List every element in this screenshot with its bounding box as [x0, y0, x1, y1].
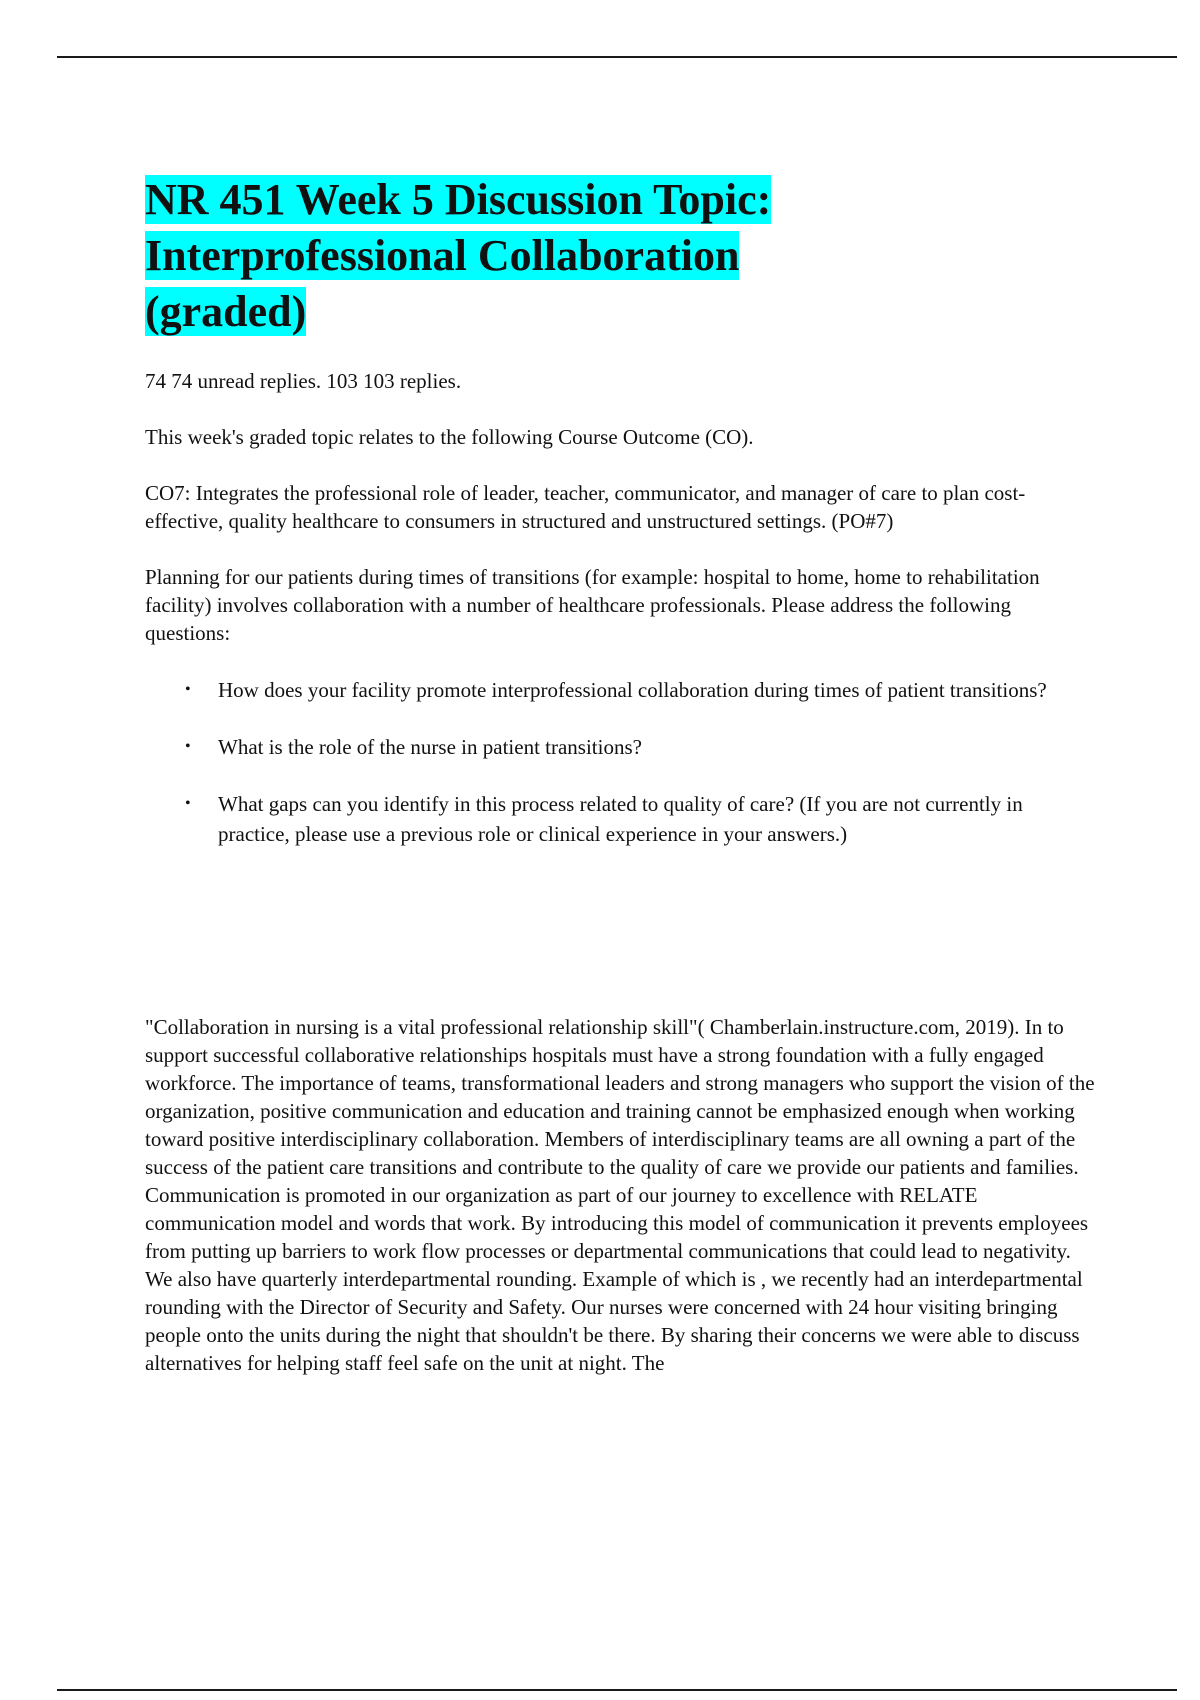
question-text: How does your facility promote interprofessional collaboration during times of patient transitions?	[218, 678, 1047, 702]
bottom-rule	[57, 1689, 1177, 1691]
bullet-icon: •	[185, 795, 191, 812]
list-item	[145, 789, 1095, 849]
intro-paragraph: This week's graded topic relates to the following Course Outcome (CO).	[145, 425, 754, 449]
title-line-3: (graded)	[145, 287, 307, 336]
title-line-1: NR 451 Week 5 Discussion Topic:	[145, 175, 772, 224]
question-text: What is the role of the nurse in patient transitions?	[218, 735, 642, 759]
course-outcome-paragraph: CO7: Integrates the professional role of leader, teacher, communicator, and manager of care to plan cost-effective, quality healthcare to consumers in structured and unstructured settings. (PO#7)	[145, 481, 1026, 533]
bullet-icon: •	[185, 681, 191, 698]
question-text: What gaps can you identify in this process related to quality of care? (If you are not currently in practice, please use a previous role or clinical experience in your answers.)	[218, 792, 1023, 846]
list-item	[145, 675, 1095, 705]
document-body	[145, 172, 1095, 1377]
reply-count: 74 74 unread replies. 103 103 replies.	[145, 369, 462, 393]
title-line-2: Interprofessional Collaboration	[145, 231, 740, 280]
question-list	[145, 675, 1095, 849]
planning-paragraph: Planning for our patients during times of transitions (for example: hospital to home, home to rehabilitation facility) involves collaboration with a number of healthcare professionals. Please address the following questions:	[145, 565, 1040, 645]
page-title	[145, 172, 1095, 340]
top-rule	[57, 56, 1177, 58]
essay-paragraph: "Collaboration in nursing is a vital professional relationship skill"( Chamberlain.instructure.com, 2019). In to support successful collaborative relationships hospitals must have a strong foundation with a fully engaged workforce. The importance of teams, transformational leaders and strong managers who support the vision of the organization, positive communication and education and training cannot be emphasized enough when working toward positive interdisciplinary collaboration. Members of interdisciplinary teams are all owning a part of the success of the patient care transitions and contribute to the quality of care we provide our patients and families. Communication is promoted in our organization as part of our journey to excellence with RELATE communication model and words that work. By introducing this model of communication it prevents employees from putting up barriers to work flow processes or departmental communications that could lead to negativity. We also have quarterly interdepartmental rounding. Example of which is , we recently had an interdepartmental rounding with the Director of Security and Safety. Our nurses were concerned with 24 hour visiting bringing people onto the units during the night that shouldn't be there. By sharing their concerns we were able to discuss alternatives for helping staff feel safe on the unit at night. The	[145, 1015, 1095, 1375]
bullet-icon: •	[185, 738, 191, 755]
list-item	[145, 732, 1095, 762]
